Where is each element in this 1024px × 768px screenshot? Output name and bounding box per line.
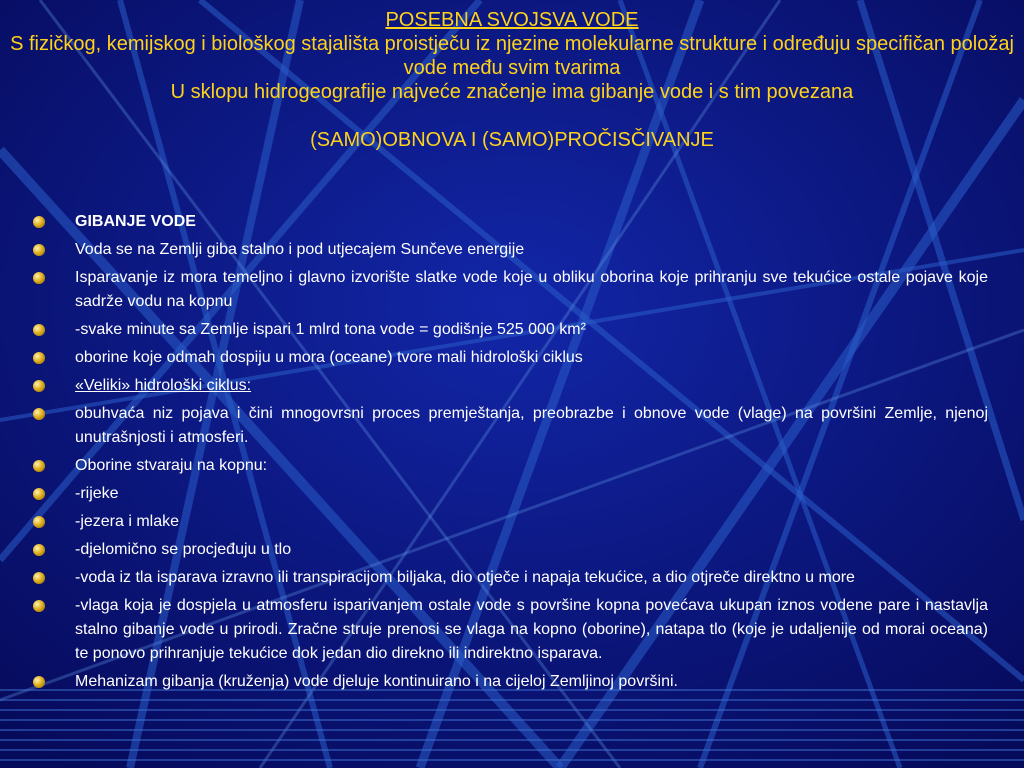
bullet-icon [33, 408, 45, 420]
list-item [33, 238, 988, 262]
list-item [33, 210, 988, 234]
bullet-text: -vlaga koja je dospjela u atmosferu isparivanjem ostale vode s površine kopna povećava ukupan iznos vodene pare i nastavlja stalno gibanje vode u prirodi. Zračne struje prenosi se vlaga na kopno (oborine), natapa tlo (koje je udaljenije od morai oceana) te ponovo prihranjuje tekućice dok jedan dio direkno ili indirektno isparava. [75, 597, 988, 662]
list-item [33, 402, 988, 450]
bullet-text: -jezera i mlake [75, 513, 180, 530]
list-item [33, 346, 988, 370]
list-item [33, 482, 988, 506]
list-item [33, 454, 988, 478]
list-item [33, 318, 988, 342]
bullet-text: oborine koje odmah dospiju u mora (oceane) tvore mali hidrološki ciklus [75, 349, 583, 366]
bullet-icon [33, 272, 45, 284]
subtitle-line-1: S fizičkog, kemijskog i biološkog stajališta proistječu iz njezine molekularne strukture i određuju specifičan položaj vode među svim tvarima [10, 33, 1014, 79]
subtitle-line-2: U sklopu hidrogeografije najveće značenje ima gibanje vode i s tim povezana [170, 81, 854, 103]
bullet-text: Isparavanje iz mora temeljno i glavno izvorište slatke vode koje u obliku oborina koje prihranju sve tekućice ostale pojave koje sadrže vodu na kopnu [75, 269, 988, 310]
bullet-text: -svake minute sa Zemlje ispari 1 mlrd tona vode = godišnje 525 000 km² [75, 321, 586, 338]
bullet-icon [33, 572, 45, 584]
list-item [33, 374, 988, 398]
bullet-icon [33, 544, 45, 556]
bullet-icon [33, 676, 45, 688]
bullet-icon [33, 488, 45, 500]
list-item [33, 566, 988, 590]
bullet-icon [33, 324, 45, 336]
bullet-icon [33, 244, 45, 256]
bullet-text: -voda iz tla isparava izravno ili transpiracijom biljaka, dio otječe i napaja tekućice, a dio otjreče direktno u more [75, 569, 855, 586]
subtitle-line-3: (SAMO)OBNOVA I (SAMO)PROČISČIVANJE [310, 129, 714, 151]
bullet-icon [33, 380, 45, 392]
list-item [33, 510, 988, 534]
bullet-icon [33, 352, 45, 364]
bullet-list [33, 210, 988, 698]
bullet-icon [33, 600, 45, 612]
bullet-text: Mehanizam gibanja (kruženja) vode djeluje kontinuirano i na cijeloj Zemljinoj površini. [75, 673, 678, 690]
list-item [33, 594, 988, 666]
slide-title: POSEBNA SVOJSVA VODE [385, 9, 639, 31]
bullet-text: obuhvaća niz pojava i čini mnogovrsni proces premještanja, preobrazbe i obnove vode (vlage) na površini Zemlje, njenoj unutrašnjosti i atmosferi. [75, 405, 988, 446]
list-item [33, 538, 988, 562]
bullet-text: -djelomično se procjeđuju u tlo [75, 541, 292, 558]
bullet-icon [33, 460, 45, 472]
bullet-text: «Veliki» hidrološki ciklus: [75, 377, 252, 394]
bullet-icon [33, 516, 45, 528]
bullet-text: Oborine stvaraju na kopnu: [75, 457, 268, 474]
bullet-icon [33, 216, 45, 228]
list-item [33, 266, 988, 314]
bullet-text: -rijeke [75, 485, 119, 502]
bullet-text: GIBANJE VODE [75, 213, 196, 230]
title-block [10, 8, 1014, 152]
spacer [10, 104, 1014, 128]
list-item [33, 670, 988, 694]
bullet-text: Voda se na Zemlji giba stalno i pod utjecajem Sunčeve energije [75, 241, 525, 258]
